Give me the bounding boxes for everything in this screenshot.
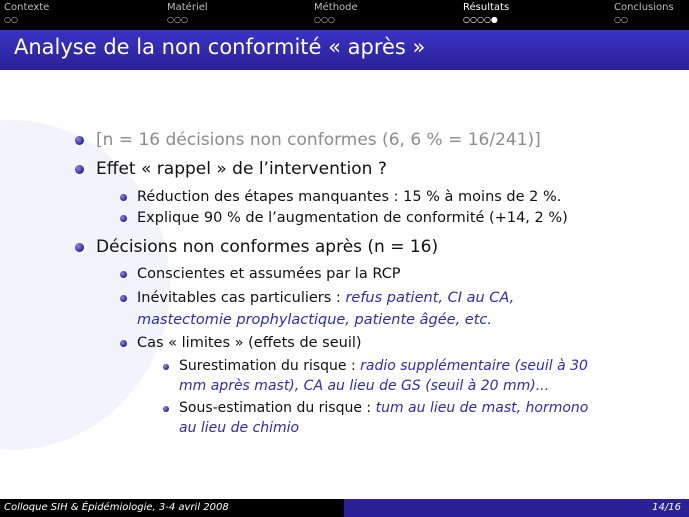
underestimation-examples-continued: au lieu de chimio [179,420,300,436]
bullet-reminder-effect: Effet « rappel » de l’intervention ? [96,159,387,179]
footer-right-bar [344,499,689,517]
special-cases-examples: refus patient, CI au CA, [345,290,515,306]
nav-section-label: Méthode [314,2,358,13]
footer-page-number: 14/16 [652,502,681,513]
nav-section-dots[interactable]: ○○ [614,15,628,24]
special-cases-label: Inévitables cas particuliers : [137,290,346,306]
bullet-icon [75,165,84,174]
subbullet-missing-steps: Réduction des étapes manquantes : 15 % à moins de 2 %. [137,189,562,205]
subbullet-borderline-cases: Cas « limites » (effets de seuil) [137,335,362,351]
nav-section-dots[interactable]: ○○ [4,15,18,24]
bullet-icon [120,194,127,201]
overestimation-examples-continued: mm après mast), CA au lieu de GS (seuil à 20 mm)... [179,378,550,394]
subsubbullet-overestimation [179,356,588,376]
nav-section-dots[interactable]: ○○○ [167,15,188,24]
underestimation-examples: tum au lieu de mast, hormono [375,400,589,416]
bullet-icon [120,215,127,222]
bullet-sample-size: [n = 16 décisions non conformes (6, 6 % = 16/241)] [96,130,541,150]
nav-section-label: Conclusions [614,2,674,13]
nav-section-label: Matériel [167,2,208,13]
bullet-icon [163,406,169,412]
special-cases-examples-continued: mastectomie prophylactique, patiente âgée, etc. [137,312,492,328]
subbullet-explains-increase: Explique 90 % de l’augmentation de conformité (+14, 2 %) [137,210,568,226]
bullet-nonconforming-after: Décisions non conformes après (n = 16) [96,237,439,257]
bullet-icon [75,243,84,252]
footer-left-bar [0,499,344,517]
nav-section-label: Résultats [463,2,510,13]
underestimation-label: Sous-estimation du risque : [179,400,376,416]
bullet-icon [120,295,127,302]
slide-title: Analyse de la non conformité « après » [14,35,426,59]
overestimation-examples: radio supplémentaire (seuil à 30 [360,358,588,374]
nav-section-dots[interactable]: ○○○ [314,15,335,24]
bullet-icon [163,364,169,370]
bullet-icon [75,136,84,145]
nav-section-dots[interactable]: ○○○○● [463,15,498,24]
bullet-icon [120,340,127,347]
bullet-icon [120,271,127,278]
overestimation-label: Surestimation du risque : [179,358,361,374]
nav-section-label: Contexte [4,2,50,13]
subbullet-special-cases [137,288,514,308]
subsubbullet-underestimation [179,398,588,418]
footer-conference: Colloque SIH & Épidémiologie, 3-4 avril 2008 [4,502,229,513]
subbullet-conscious-decisions: Conscientes et assumées par la RCP [137,266,401,282]
